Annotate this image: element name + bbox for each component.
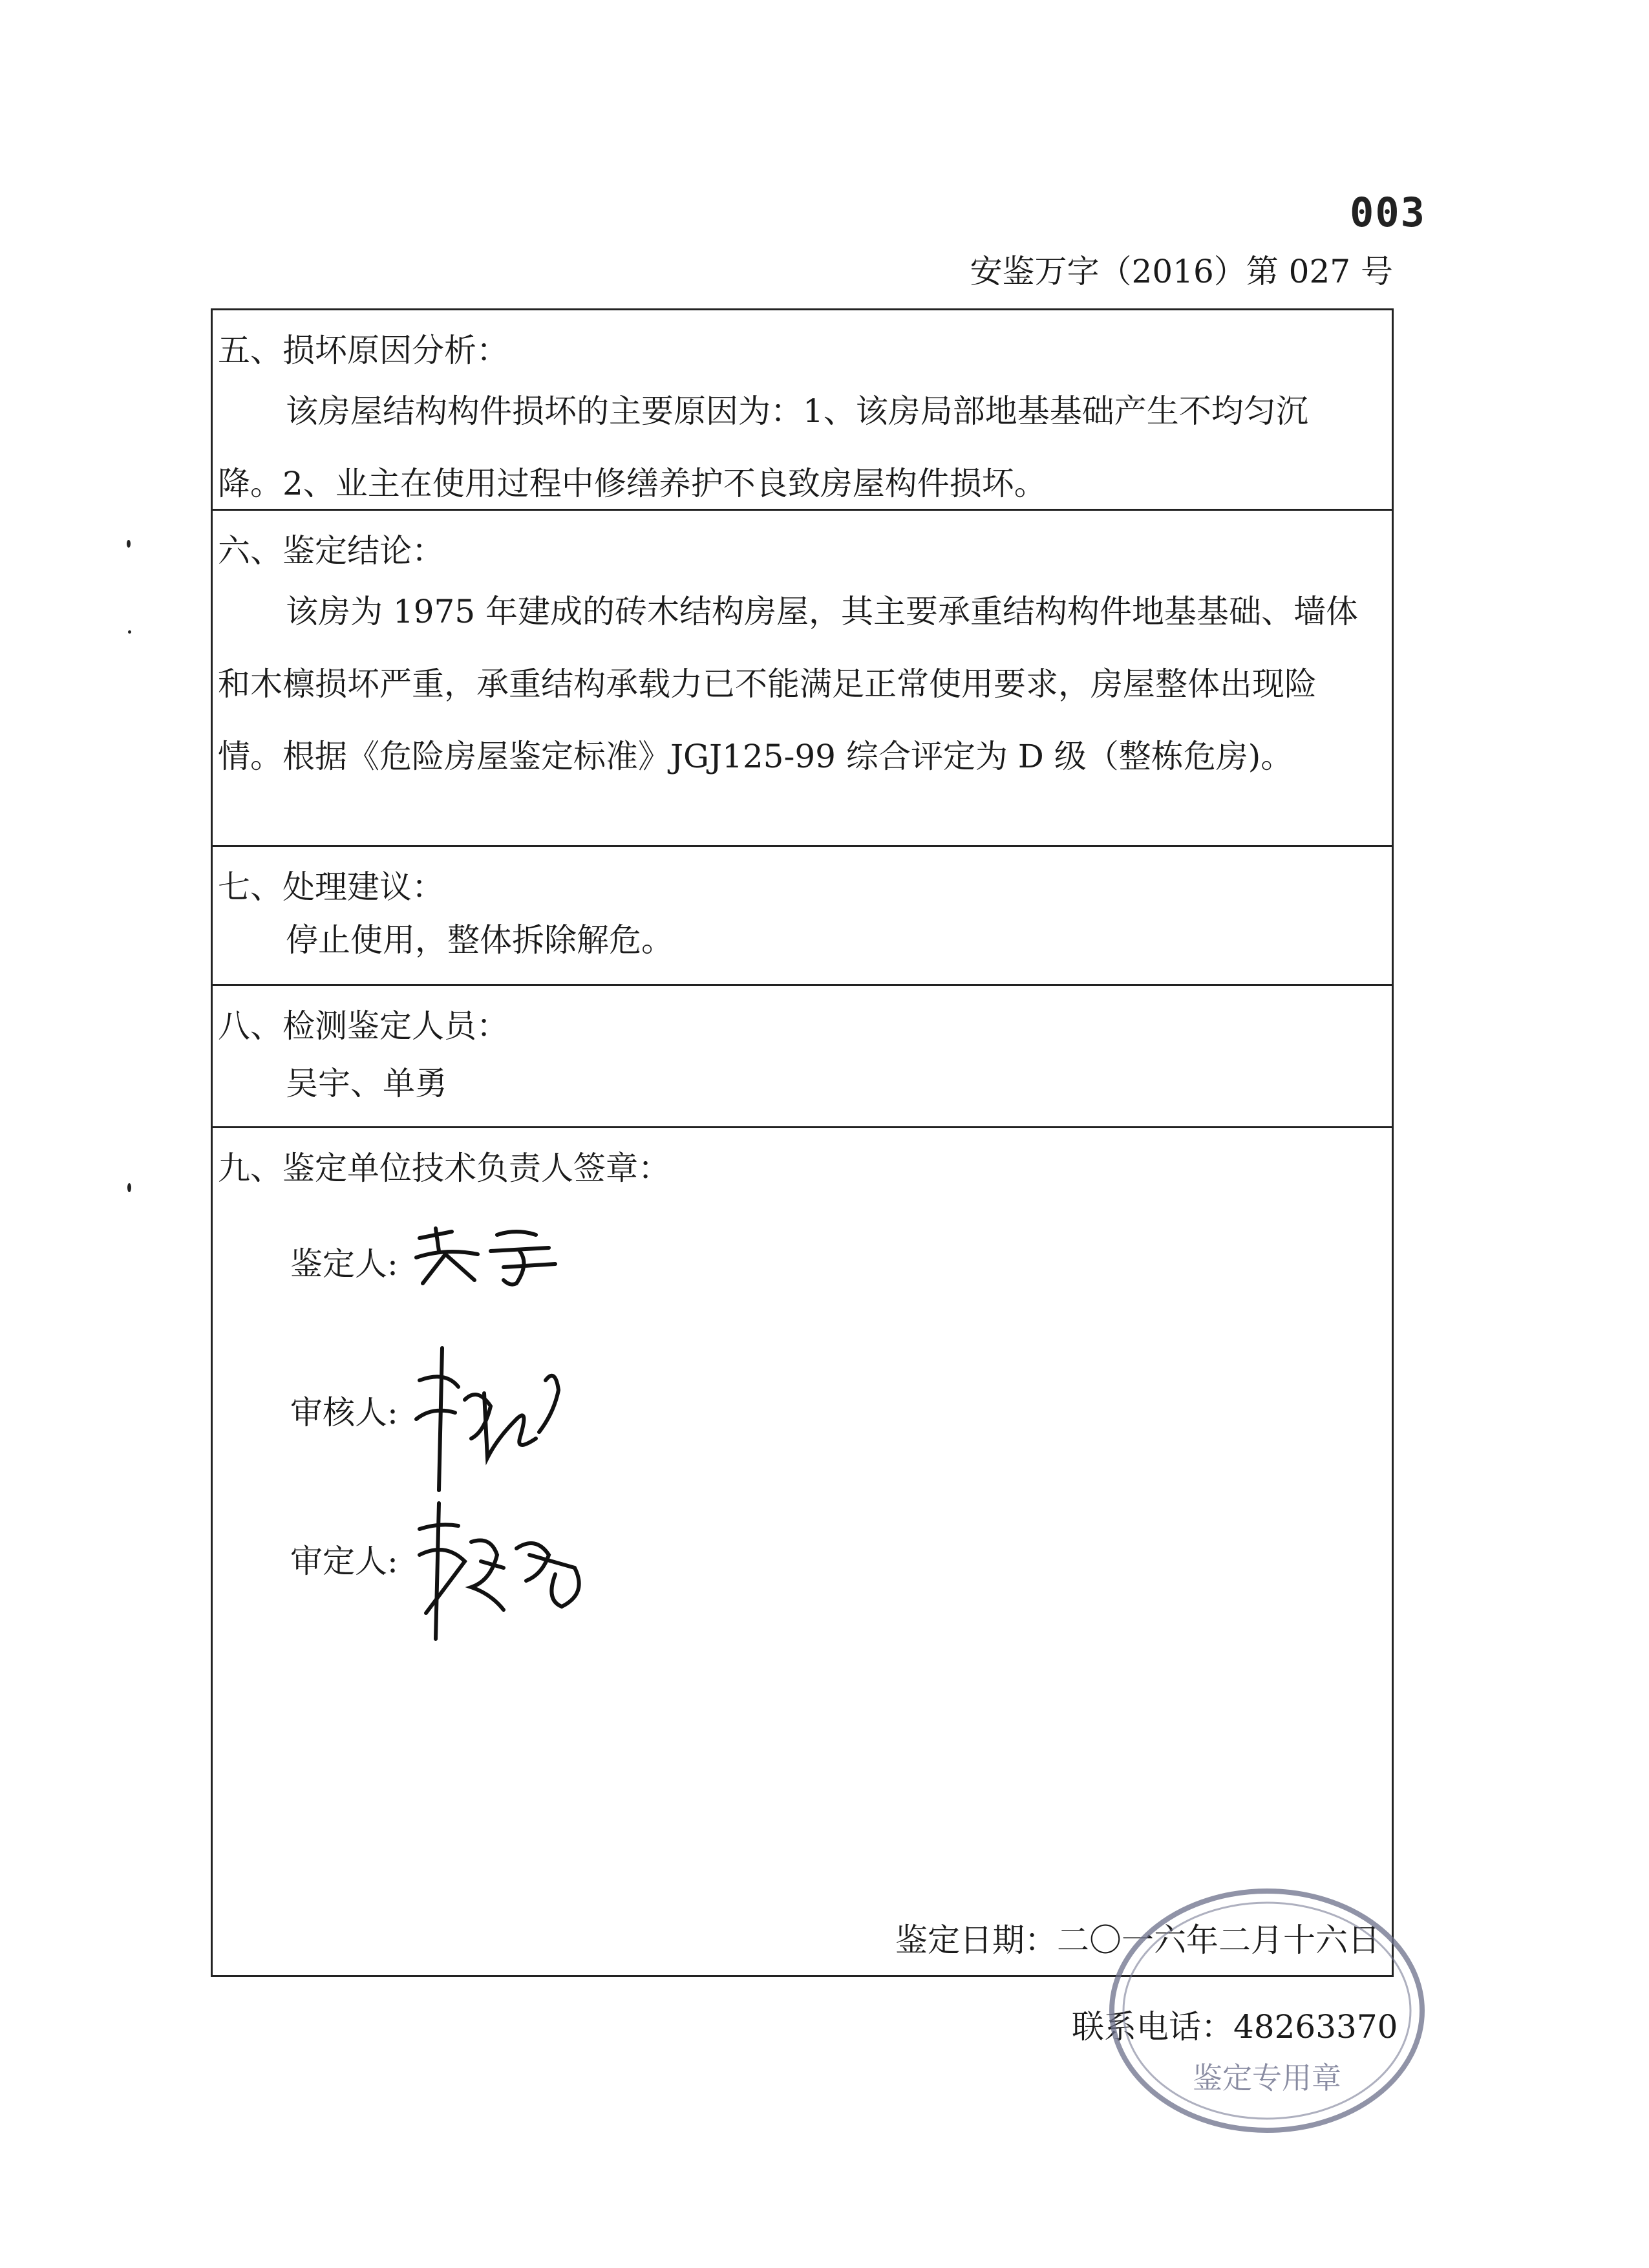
appraiser-signature (407, 1212, 575, 1296)
seal-text: 鉴定专用章 (1193, 2060, 1341, 2095)
document-number: 安鉴万字（2016）第 027 号 (970, 253, 1393, 290)
appraisal-date: 鉴定日期：二〇一六年二月十六日 (895, 1921, 1380, 1959)
scan-speck (127, 1183, 131, 1192)
section-damage-cause (213, 310, 1392, 511)
appraiser-label: 鉴定人: (290, 1245, 398, 1283)
appraisal-form-table (211, 308, 1394, 1977)
section-body: 吴宇、单勇 (286, 1065, 447, 1102)
official-seal (1099, 1875, 1435, 2146)
section-conclusion (213, 511, 1392, 847)
page-number: 003 (1350, 189, 1426, 236)
section-heading: 九、鉴定单位技术负责人签章： (218, 1150, 670, 1187)
scan-speck (127, 540, 131, 548)
section-body: 该房屋结构构件损坏的主要原因为：1、该房局部地基基础产生不均匀沉降。2、业主在使用过程中修缮养护不良致房屋构件损坏。 (218, 392, 1308, 502)
section-heading: 八、检测鉴定人员： (218, 1007, 509, 1045)
reviewer-signature (407, 1342, 575, 1497)
section-heading: 五、损坏原因分析： (218, 332, 509, 369)
section-heading: 七、处理建议： (218, 868, 444, 906)
section-signatures (213, 1128, 1392, 1975)
section-recommendation (213, 847, 1392, 986)
section-inspectors (213, 986, 1392, 1128)
section-heading: 六、鉴定结论： (218, 532, 444, 570)
approver-signature (407, 1497, 601, 1652)
section-body: 停止使用，整体拆除解危。 (286, 921, 674, 959)
scan-speck (128, 630, 131, 634)
contact-phone: 联系电话：48263370 (1072, 2008, 1398, 2046)
approver-label: 审定人: (290, 1543, 398, 1580)
reviewer-label: 审核人: (290, 1394, 398, 1431)
section-body: 该房为 1975 年建成的砖木结构房屋，其主要承重结构构件地基基础、墙体和木檩损坏严重，承重结构承载力已不能满足正常使用要求，房屋整体出现险情。根据《危险房屋鉴定标准》JGJ125-99 综合评定为 D 级（整栋危房)。 (218, 593, 1359, 775)
